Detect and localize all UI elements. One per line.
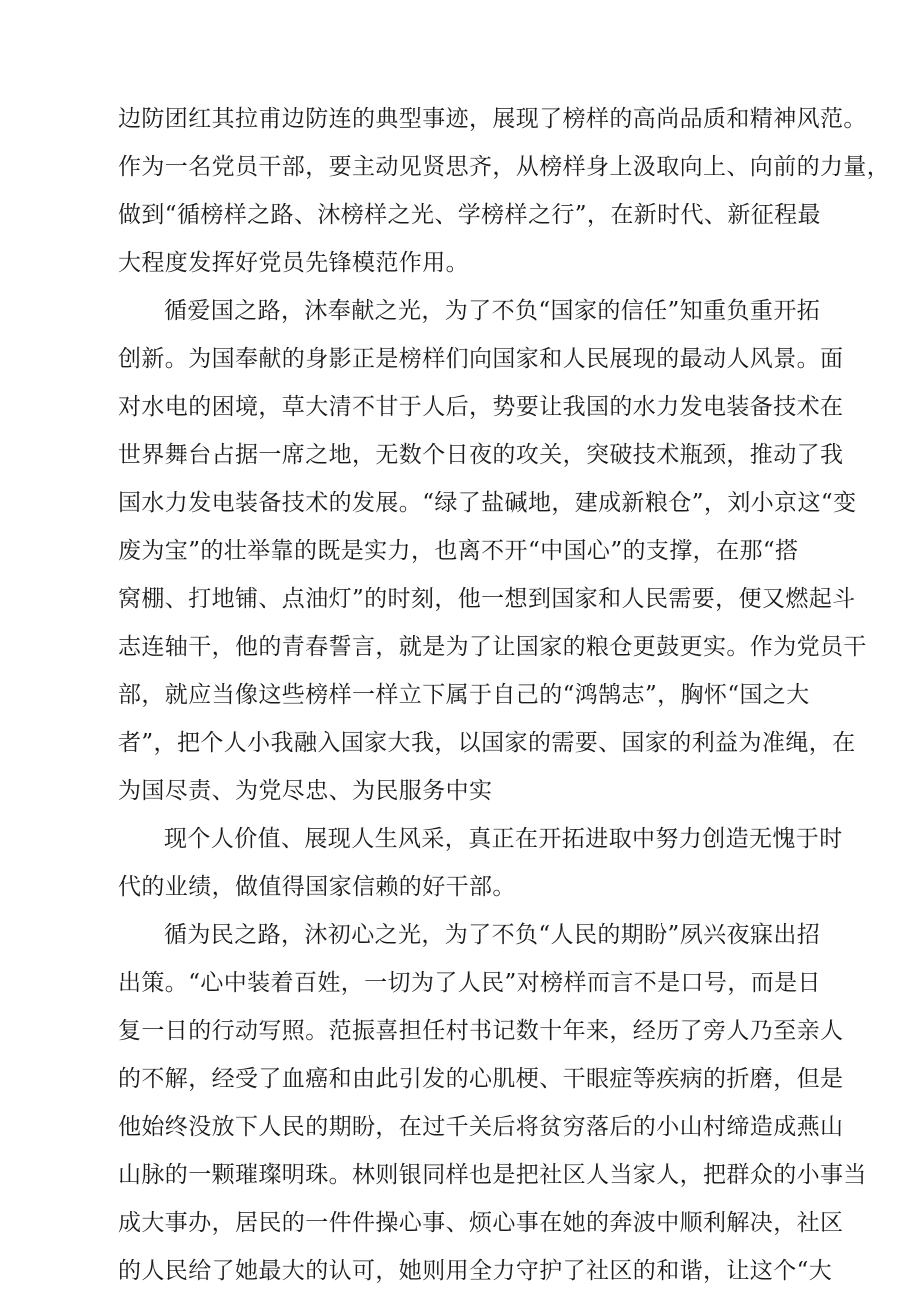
text-line: 废为宝”的壮举靠的既是实力，也离不开“中国心”的支撑，在那“搭 xyxy=(118,538,799,564)
text-line: 代的业绩，做值得国家信赖的好干部。 xyxy=(118,874,516,900)
text-line: 大程度发挥好党员先锋模范作用。 xyxy=(118,250,469,276)
text-line: 国水力发电装备技术的发展。“绿了盐碱地，建成新粮仓”，刘小京这“变 xyxy=(118,490,857,516)
text-line: 山脉的一颗璀璨明珠。林则银同样也是把社区人当家人，把群众的小事当 xyxy=(118,1162,867,1188)
document-body xyxy=(118,95,891,1295)
text-line: 对水电的困境，草大清不甘于人后，势要让我国的水力发电装备技术在 xyxy=(118,394,844,420)
paragraph-4 xyxy=(118,911,867,1295)
text-line: 为国尽责、为党尽忠、为民服务中实 xyxy=(118,778,493,804)
text-line: 现个人价值、展现人生风采，真正在开拓进取中努力创造无愧于时 xyxy=(164,826,843,852)
text-line: 成大事办，居民的一件件操心事、烦心事在她的奔波中顺利解决，社区 xyxy=(118,1210,844,1236)
text-line: 部，就应当像这些榜样一样立下属于自己的“鸿鹄志”，胸怀“国之大 xyxy=(118,682,810,708)
paragraph-2 xyxy=(118,287,867,815)
text-line: 的不解，经受了血癌和由此引发的心肌梗、干眼症等疾病的折磨，但是 xyxy=(118,1066,844,1092)
text-line: 出策。“心中装着百姓，一切为了人民”对榜样而言不是口号，而是日 xyxy=(118,970,821,996)
text-line: 的人民给了她最大的认可，她则用全力守护了社区的和谐，让这个“大 xyxy=(118,1258,833,1284)
text-line: 做到“循榜样之路、沐榜样之光、学榜样之行”，在新时代、新征程最 xyxy=(118,202,821,228)
text-line: 窝棚、打地铺、点油灯”的时刻，他一想到国家和人民需要，便又燃起斗 xyxy=(118,586,856,612)
text-line: 边防团红其拉甫边防连的典型事迹，展现了榜样的高尚品质和精神风范。 xyxy=(118,106,867,132)
text-line: 他始终没放下人民的期盼，在过千关后将贫穷落后的小山村缔造成燕山 xyxy=(118,1114,844,1140)
paragraph-1 xyxy=(118,95,891,287)
text-line: 者”，把个人小我融入国家大我，以国家的需要、国家的利益为准绳，在 xyxy=(118,730,856,756)
text-line: 作为一名党员干部，要主动见贤思齐，从榜样身上汲取向上、向前的力量， xyxy=(118,154,891,180)
text-line: 创新。为国奉献的身影正是榜样们向国家和人民展现的最动人风景。面 xyxy=(118,346,844,372)
text-line: 循爱国之路，沐奉献之光，为了不负“国家的信任”知重负重开拓 xyxy=(164,298,821,324)
text-line: 复一日的行动写照。范振喜担任村书记数十年来，经历了旁人乃至亲人 xyxy=(118,1018,844,1044)
paragraph-3 xyxy=(118,815,858,911)
text-line: 世界舞台占据一席之地，无数个日夜的攻关，突破技术瓶颈，推动了我 xyxy=(118,442,844,468)
text-line: 循为民之路，沐初心之光，为了不负“人民的期盼”夙兴夜寐出招 xyxy=(164,922,821,948)
text-line: 志连轴干，他的青春誓言，就是为了让国家的粮仓更鼓更实。作为党员干 xyxy=(118,634,867,660)
